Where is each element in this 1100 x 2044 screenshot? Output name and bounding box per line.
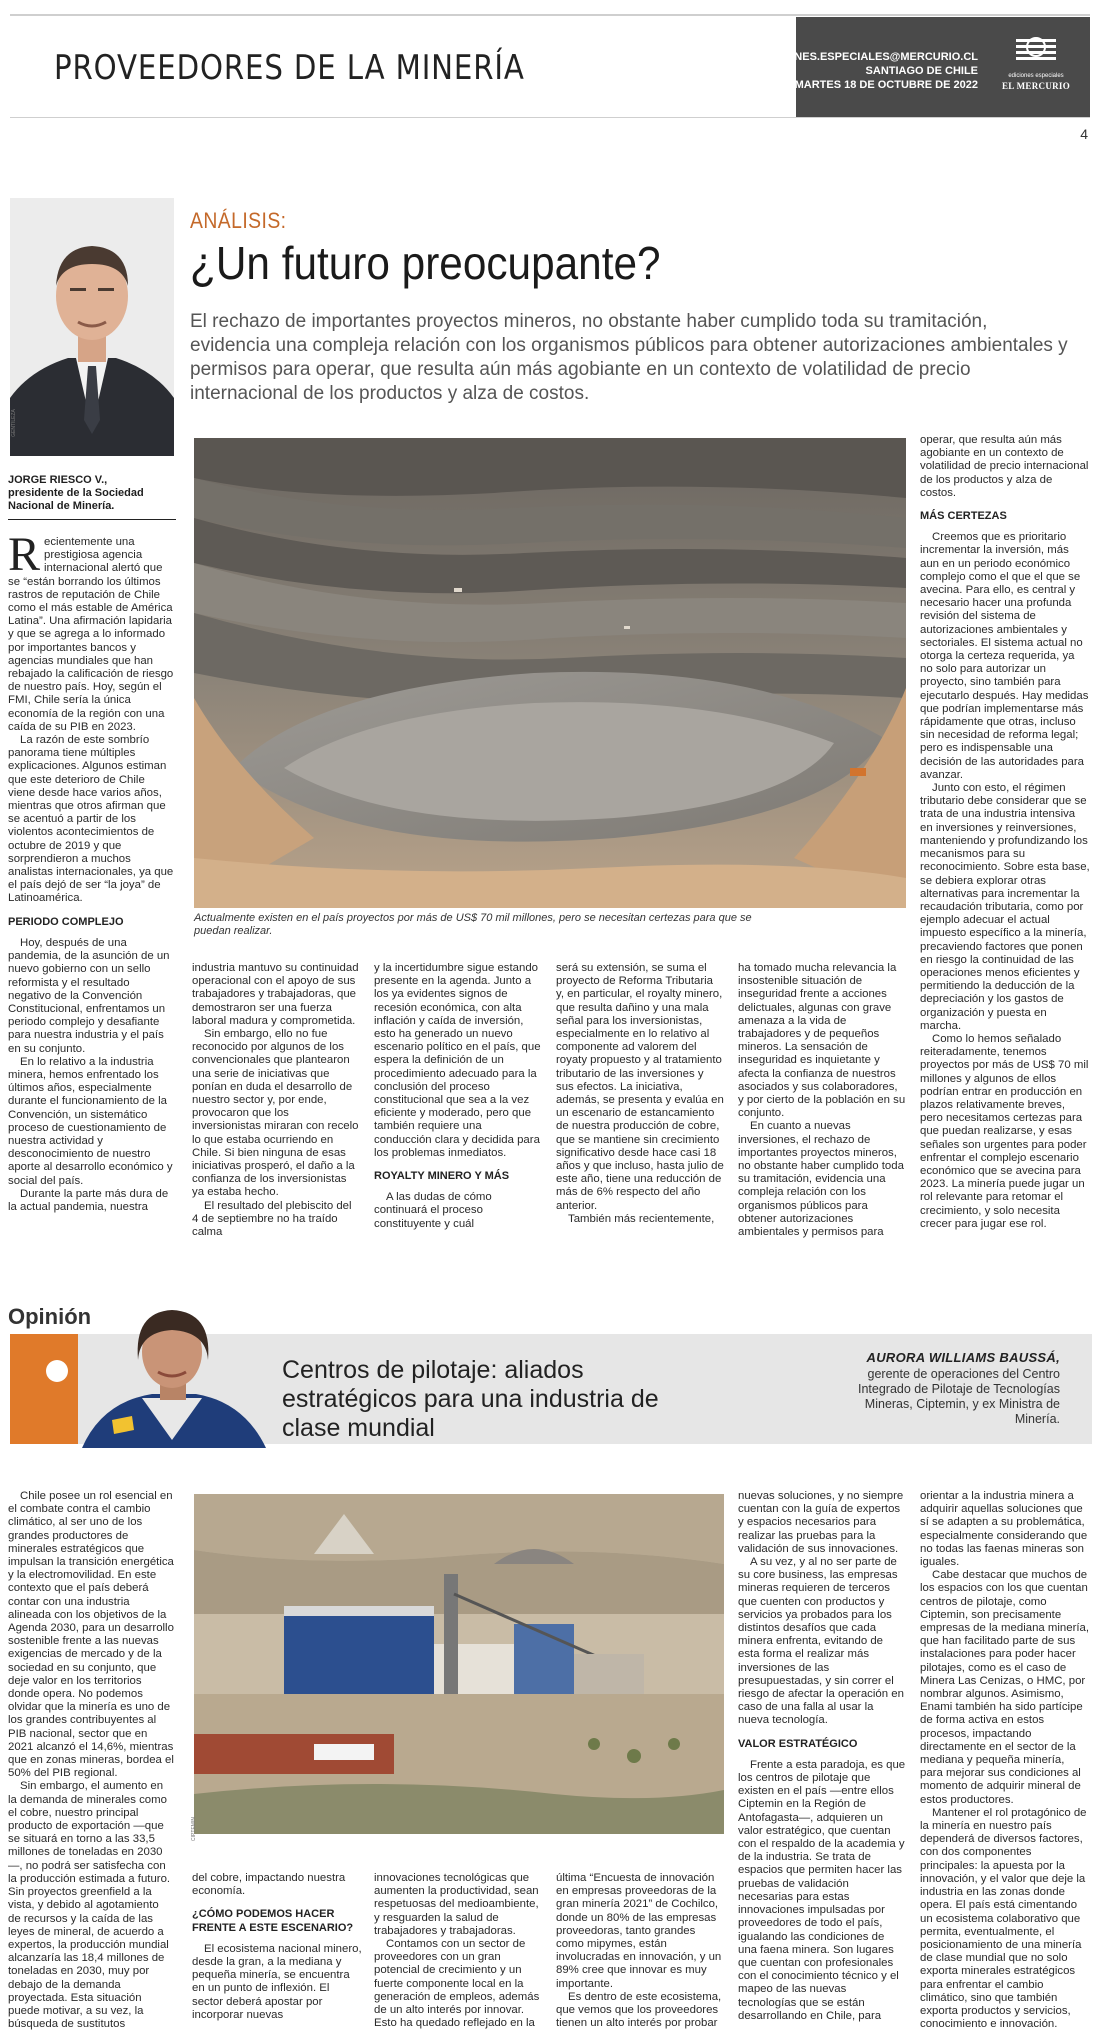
paragraph: En lo relativo a la industria minera, hemos enfrentado los últimos años, especialmente durante el funcionamiento de la Convención, un sistemático proceso de cuestionamiento de nuestra actividad y desconocimiento de nuestro aporte al desarrollo económico y social del país. (8, 1055, 173, 1187)
paragraph: A su vez, y al no ser parte de su core business, las empresas mineras requieren de terceros que cuenten con productos y servicios ya probados para los distintos desafíos que cada minera enfrenta, evitando de esta forma el realizar más inversiones de las presupuestadas, y sin correr el riesgo de afectar la operación en caso de una falla al usar la nueva tecnología. (738, 1556, 904, 1727)
logo-subtitle: ediciones especiales (1008, 73, 1064, 79)
opinion-author (820, 1350, 1060, 1427)
opinion-author-name: AURORA WILLIAMS BAUSSÁ, (866, 1350, 1060, 1365)
opinion-column-5 (738, 1490, 906, 2023)
paragraph: orientar a la industria minera a adquirir aquellas soluciones que sí se adapten a su problemática, especialmente considerando que no todas las faenas mineras son iguales. (920, 1490, 1088, 1569)
author-photo (10, 198, 174, 456)
paragraph: Como lo hemos señalado reiteradamente, tenemos proyectos por más de US$ 70 mil millones y algunos de ellos podrían entrar en producción en plazos relativamente breves, pero necesitamos certezas para que puedan realizarse, y esas señales son urgentes para poder enfrentar el complejo escenario económico que se avecina para 2023. La minería puede jugar un rol relevante para retomar el crecimiento, y solo necesita crecer para jugar ese rol. (920, 1032, 1089, 1230)
paragraph: Hoy, después de una pandemia, de la asunción de un nuevo gobierno con un sello reformista y el resultado negativo de la Convención Constitucional, enfrentamos un periodo complejo y desafiante para nuestra industria y el país en su conjunto. (8, 936, 170, 1055)
article-column-2 (192, 962, 360, 1239)
opinion-column-1 (8, 1490, 174, 2031)
paragraph: El ecosistema nacional minero, desde la gran, a la mediana y pequeña minería, se encuentra en un punto de inflexión. El sector deberá apostar por incorporar nuevas (192, 1942, 362, 2021)
article-column-1 (8, 528, 174, 1214)
page-number: 4 (1080, 126, 1088, 142)
el-mercurio-logo (998, 35, 1074, 99)
paragraph: Contamos con un sector de proveedores con un gran potencial de crecimiento y un fuerte componente local en la generación de empleos, además de un alto interés por innovar. Esto ha quedado reflejado en la (374, 1938, 540, 2030)
opinion-dot-icon (46, 1360, 68, 1382)
page-header (10, 14, 1090, 118)
drop-cap: R (8, 528, 41, 581)
subheading: ¿CÓMO PODEMOS HACER FRENTE A ESTE ESCENARIO? (192, 1908, 354, 1934)
subheading: MÁS CERTEZAS (920, 510, 1007, 523)
paragraph: última “Encuesta de innovación en empresas proveedoras de la gran minería 2021” de Cochilco, donde un 80% de las empresas proveedoras, tanto grandes como mipymes, están involucradas en innovación, y un 89% cree que innovar es muy importante. (556, 1872, 722, 1990)
paragraph: nuevas soluciones, y no siempre cuentan con la guía de expertos y espacios necesarios para realizar las pruebas para la validación de sus innovaciones. (738, 1490, 904, 1555)
article-column-3 (374, 962, 542, 1231)
paragraph: Cabe destacar que muchos de los espacios con los que cuentan centros de pilotaje, como Ciptemin, son precisamente empresas de la mediana minería, que han facilitado parte de sus instalaciones para poder hacer pilotajes, como es el caso de Minera Las Cenizas, o HMC, por nombrar algunos. Asimismo, Enami también ha sido partícipe de forma activa en estos procesos, impactando directamente en el sector de la mediana y pequeña minería, para mejorar sus condiciones al momento de adquirir mineral de estos productores. (920, 1569, 1090, 1806)
paragraph: Chile posee un rol esencial en el combate contra el cambio climático, al ser uno de los grandes productores de minerales estratégicos que impulsan la transición energética y la electromovilidad. En este contexto que el país deberá contar con una industria alineada con los objetivos de la Agenda 2030, para un desarrollo sostenible frente a las nuevas exigencias de mercado y de la sociedad en su conjunto, que deje valor en los territorios donde opera. No podemos olvidar que la minería es uno de los grandes contribuyentes al PIB nacional, sector que en 2021 alcanzó el 14,6%, mientras que en zonas mineras, bordea el 50% del PIB regional. (8, 1490, 174, 1780)
section-title: PROVEEDORES DE LA MINERÍA (54, 48, 525, 88)
paragraph: del cobre, impactando nuestra economía. (192, 1872, 346, 1898)
paragraph: Frente a esta paradoja, es que los centros de pilotaje que existen en el país —entre ellos Ciptemin en la Región de Antofagasta—, adquieren un valor estratégico, que cuentan con el respaldo de la academia y de la industria. Se trata de espacios que permiten hacer las pruebas de validación necesarias para estas innovaciones impulsadas por proveedores de todo el país, igualando las condiciones de una faena minera. Son lugares que cuentan con profesionales con el conocimiento técnico y el mapeo de las nuevas tecnologías que se están desarrollando en Chile, para (738, 1758, 906, 2022)
subheading: VALOR ESTRATÉGICO (738, 1737, 858, 1750)
paragraph: y la incertidumbre sigue estando presente en la agenda. Junto a los ya evidentes signos de recesión económica, con alta inflación y caída de inversión, esto ha generado un nuevo escenario político en el país, que espera la definición de un procedimiento adecuado para la conclusión del proceso constitucional que sea a la vez eficiente y moderado, pero que también requiere una conducción clara y decidida para los problemas inmediatos. (374, 962, 541, 1159)
contact-email: EDICIONES.ESPECIALES@MERCURIO.CL (756, 51, 978, 63)
opinion-author-role: gerente de operaciones del Centro Integrado de Pilotaje de Tecnologías Mineras, Ciptemin, y ex Ministra de Minería. (857, 1367, 1060, 1426)
article-headline: ¿Un futuro preocupante? (190, 237, 661, 289)
opinion-column-3 (374, 1872, 544, 2030)
paragraph: Sin embargo, ello no fue reconocido por algunos de los convencionales que plantearon una serie de iniciativas que ponían en duda el desarrollo de nuestro sector y, por ende, provocaron que los inversionistas miraran con recelo lo que estaba ocurriendo en Chile. Si bien ninguna de esas iniciativas prosperó, el daño a la confianza de los inversionistas ya estaba hecho. (192, 1028, 359, 1199)
subheading: PERIODO COMPLEJO (8, 915, 124, 928)
article-column-4 (556, 962, 724, 1226)
opinion-title: Centros de pilotaje: aliados estratégicos para una industria de clase mundial (282, 1356, 659, 1442)
logo-mark-icon (1014, 35, 1058, 65)
paragraph: industria mantuvo su continuidad operacional con el apoyo de sus trabajadores y trabajadoras, que demostraron ser una fuerza laboral madura y comprometida. (192, 962, 359, 1027)
paragraph: Creemos que es prioritario incrementar la inversión, más aun en un periodo económico complejo como el que el que se avecina. Para ello, es central y necesario hacer una profunda revisión del sistema de autorizaciones ambientales y sectoriales. El sistema actual no otorga la certeza requerida, ya no solo para autorizar un proyecto, sino también para ejecutarlo después. Hay medidas que podrían implementarse más rápidamente que otras, incluso sin necesidad de reforma legal; pero es indispensable una decisión de las autoridades para avanzar. (920, 531, 1089, 781)
opinion-column-6 (920, 1490, 1090, 2031)
pilot-center-image (194, 1494, 724, 1834)
logo-name: EL MERCURIO (1001, 81, 1071, 91)
article-column-5 (738, 962, 906, 1239)
paragraph: Sin embargo, el aumento en la demanda de minerales como el cobre, nuestro principal producto de exportación —que se situará en torno a las 33,5 millones de toneladas en 2030—, no podrá ser satisfecha con la producción estimada a futuro. Sin proyectos greenfield a la vista, y debido al agotamiento de recursos y la caída de las leyes de mineral, de acuerdo a expertos, la producción mundial alcanzaría las 18,4 millones de toneladas en 2030, muy por debajo de la demanda proyectada. Esta situación puede motivar, a su vez, la búsqueda de sustitutos (8, 1780, 171, 2031)
article-kicker: ANÁLISIS: (190, 208, 287, 233)
paragraph: También más recientemente, (568, 1212, 715, 1225)
paragraph: En cuanto a nuevas inversiones, el rechazo de importantes proyectos mineros, no obstante haber cumplido toda su tramitación, evidencia una compleja relación con los organismos públicos para obtener autorizaciones ambientales y permisos para (738, 1120, 904, 1239)
opinion-label: Opinión (8, 1304, 92, 1329)
author-caption (8, 474, 176, 520)
photo-credit: GENTILEZA (10, 409, 17, 437)
paragraph: A las dudas de cómo continuará el proceso constituyente y cuál (374, 1191, 492, 1230)
opinion-accent-bar (10, 1334, 78, 1444)
paragraph: Junto con esto, el régimen tributario debe considerar que se trata de una industria intensiva en inversiones y reinversiones, manteniendo y profundizando los mecanismos para su reconocimiento. Sobre esta base, se debiera explorar otras alternativas para incrementar la recaudación tributaria, como por ejemplo adecuar el actual impuesto específico a la minería, precaviendo factores que ponen en riesgo la continuidad de las operaciones menos eficientes y permitiendo la deducción de la depreciación y los gastos de organización y puesta en marcha. (920, 782, 1090, 1032)
publication-box (756, 17, 1090, 117)
article-column-6 (920, 434, 1090, 1231)
opinion-column-4 (556, 1872, 726, 2030)
paragraph: La razón de este sombrío panorama tiene múltiples explicaciones. Algunos estiman que este deterioro de Chile viene desde hace varios años, mientras que otros afirman que se acentuó a partir de los violentos acontecimientos de octubre de 2019 y que sorprendieron a muchos analistas internacionales, ya que el país dejó de ser “la joya” de Latinoamérica. (8, 734, 174, 905)
author-role: presidente de la Sociedad Nacional de Minería. (8, 487, 144, 512)
paragraph: innovaciones tecnológicas que aumenten la productividad, sean respetuosas del medioambiente, y resguarden la salud de trabajadores y trabajadoras. (374, 1872, 539, 1937)
paragraph: Es dentro de este ecosistema, que vemos que los proveedores tienen un alto interés por probar (556, 1990, 722, 2030)
paragraph: operar, que resulta aún más agobiante en un contexto de volatilidad de precio internacional de los productos y alza de costos. (920, 434, 1089, 499)
photo-credit: CIPTEMIN (190, 1817, 197, 1841)
image-caption: Actualmente existen en el país proyectos por más de US$ 70 mil millones, pero se necesitan certezas para que se puedan realizar. (194, 912, 752, 937)
paragraph: será su extensión, se suma el proyecto de Reforma Tributaria y, en particular, el royalty minero, que resulta dañino y una mala señal para los inversionistas, especialmente en lo relativo al componente ad valorem del royaty propuesto y al tratamiento tributario de las inversiones y sus efectos. La iniciativa, además, se presenta y evalúa en un escenario de estancamiento de nuestra producción de cobre, que se mantiene sin crecimiento significativo desde hace casi 18 años y que incluso, hasta julio de este año, tiene una reducción de más de 6% respecto del año anterior. (556, 962, 724, 1212)
publication-date: MARTES 18 DE OCTUBRE DE 2022 (794, 79, 978, 91)
paragraph: Durante la parte más dura de la actual pandemia, nuestra (8, 1187, 169, 1213)
opinion-column-2 (192, 1872, 362, 2022)
subheading: ROYALTY MINERO Y MÁS (374, 1170, 510, 1183)
article-deck: El rechazo de importantes proyectos mineros, no obstante haber cumplido toda su tramitación, evidencia una compleja relación con los organismos públicos para obtener autorizaciones ambientales y permisos para operar, que resulta aún más agobiante en un contexto de volatilidad de precio internacional de los productos y alza de costos. (190, 311, 1068, 404)
paragraph: Mantener el rol protagónico de la minería en nuestro país dependerá de diversos factores, con dos componentes principales: la apuesta por la innovación, y el valor que deje la industria en las zonas donde opera. El país está cimentando un ecosistema colaborativo que permita, eventualmente, el posicionamiento de una minería de clase mundial que no solo exporta minerales estratégicos para enfrentar el cambio climático, sino que también exporta productos y servicios, conocimiento e innovación. (920, 1806, 1087, 2031)
publication-city: SANTIAGO DE CHILE (865, 65, 978, 77)
paragraph: Recientemente una prestigiosa agencia internacional alertó que se “están borrando los últimos rastros de reputación de Chile como el más estable de América Latina”. Una afirmación lapidaria y que se agrega a lo informado por importantes bancos y agencias mundiales que han rebajado la calificación de riesgo de nuestro país. Hoy, según el FMI, Chile sería la única economía de la región con una caída de su PIB en 2023. (8, 528, 174, 733)
paragraph: ha tomado mucha relevancia la insostenible situación de inseguridad frente a acciones delictuales, algunas con grave amenaza a la vida de trabajadores y de pequeños mineros. La sensación de inseguridad es inquietante y afecta la confianza de nuestros asociados y sus colaboradores, y por cierto de la población en su conjunto. (738, 962, 906, 1120)
author-name: JORGE RIESCO V., (8, 474, 108, 486)
paragraph: El resultado del plebiscito del 4 de septiembre no ha traído calma (192, 1199, 352, 1239)
open-pit-mine-image (194, 438, 906, 908)
opinion-author-photo (72, 1290, 272, 1448)
